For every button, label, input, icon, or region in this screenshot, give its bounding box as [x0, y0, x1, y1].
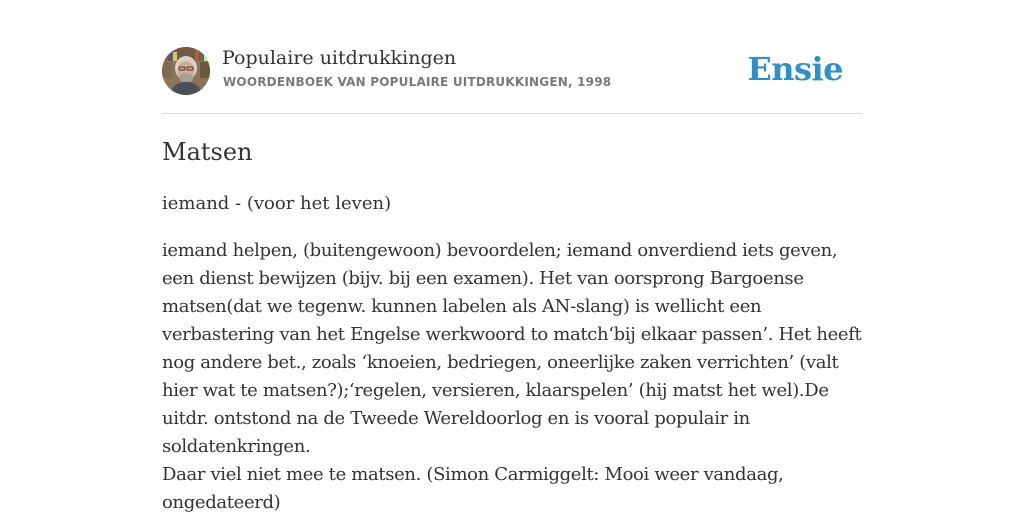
source-title[interactable]: Populaire uitdrukkingen: [222, 47, 457, 69]
author-avatar[interactable]: [162, 47, 210, 95]
author-photo: [162, 47, 210, 95]
source-header: [162, 47, 862, 95]
entry-example-quote: Daar viel niet mee te matsen. (Simon Carmiggelt: Mooi weer vandaag, ongedateerd): [162, 464, 784, 513]
ensie-logo-link[interactable]: Ensie: [747, 50, 843, 88]
source-subtitle: WOORDENBOEK VAN POPULAIRE UITDRUKKINGEN, 1998: [223, 75, 612, 89]
entry-subtitle: iemand - (voor het leven): [162, 193, 392, 214]
entry-definition: iemand helpen, (buitengewoon) bevoordelen; iemand onverdiend iets geven, een dienst bewijzen (bijv. bij een examen). Het van oorsprong Bargoense matsen(dat we tegenw. kunnen labelen als AN-slang) is wellicht een verbastering van het Engelse werkwoord to match‘bij elkaar passen’. Het heeft nog andere bet., zoals ‘knoeien, bedriegen, oneerlijke zaken verrichten’ (valt hier wat te matsen?);‘regelen, versieren, klaarspelen’ (hij matst het wel).De uitdr. ontstond na de Tweede Wereldoorlog en is vooral populair in soldatenkringen.: [162, 240, 862, 457]
header-divider: [162, 113, 862, 114]
entry-title: Matsen: [162, 138, 253, 166]
